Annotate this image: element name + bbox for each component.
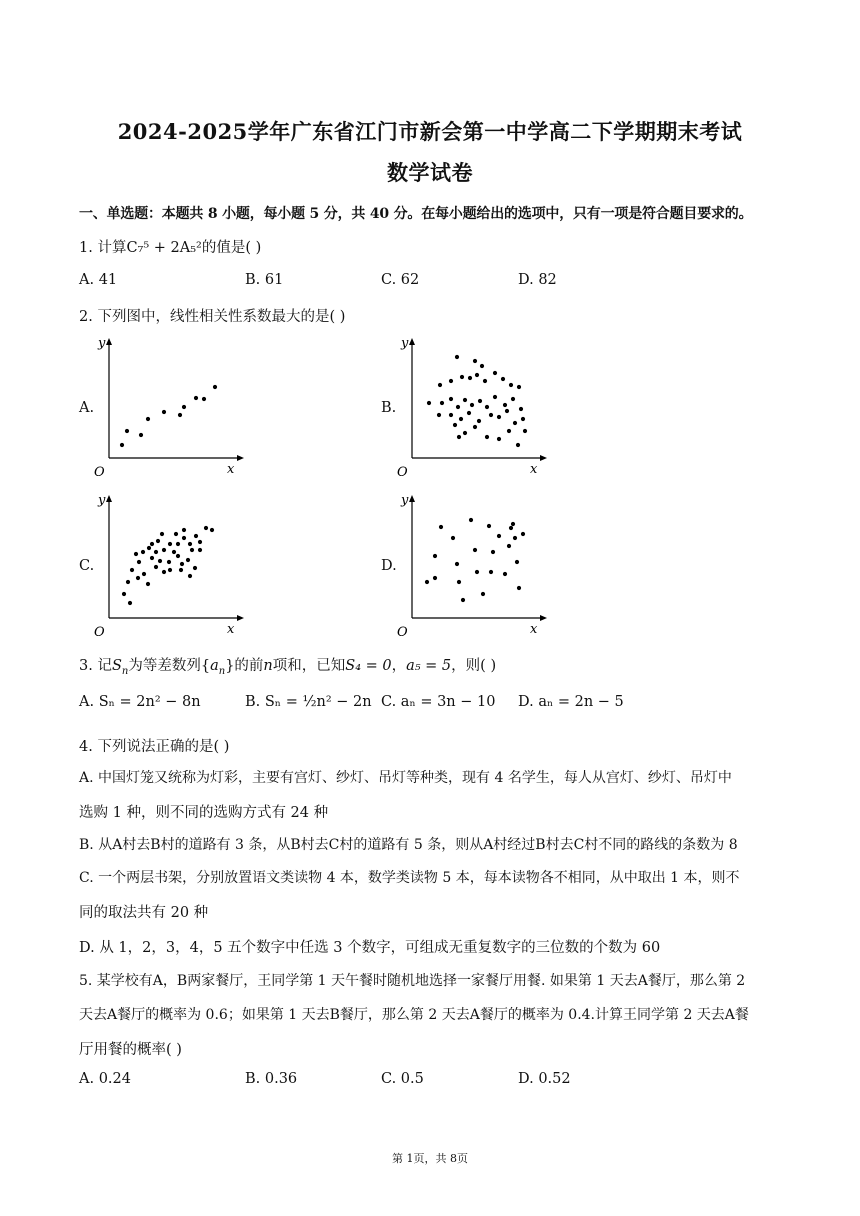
- scatter-point: [213, 385, 217, 389]
- scatter-point: [122, 592, 126, 596]
- scatter-point: [438, 383, 442, 387]
- question-4: 4. 下列说法正确的是( ): [79, 739, 230, 755]
- y-axis-arrow: [409, 338, 415, 345]
- scatter-point: [162, 570, 166, 574]
- scatter-point: [156, 539, 160, 543]
- scatter-point: [473, 359, 477, 363]
- scatter-point: [475, 373, 479, 377]
- scatter-point: [162, 548, 166, 552]
- scatter-point: [182, 536, 186, 540]
- scatter-point: [517, 586, 521, 590]
- scatter-point: [461, 598, 465, 602]
- scatter-point: [190, 548, 194, 552]
- scatter-point: [180, 562, 184, 566]
- scatter-point: [489, 413, 493, 417]
- origin-label: O: [94, 465, 105, 478]
- scatter-point: [188, 574, 192, 578]
- scatter-point: [497, 534, 501, 538]
- scatter-point: [174, 532, 178, 536]
- scatter-point: [168, 568, 172, 572]
- scatter-point: [449, 379, 453, 383]
- scatter-point: [188, 542, 192, 546]
- q3-condition-2: a₅ = 5: [406, 658, 452, 674]
- y-axis-label: y: [98, 493, 106, 508]
- q3-option-c: C. aₙ = 3n − 10: [381, 694, 496, 710]
- scatter-point: [475, 570, 479, 574]
- scatter-point: [511, 397, 515, 401]
- scatter-point: [487, 524, 491, 528]
- q3-option-b: B. Sₙ = ½n² − 2n: [245, 694, 372, 710]
- q3-sub-n: n: [218, 665, 226, 677]
- y-axis-label: y: [401, 493, 409, 508]
- scatter-point: [455, 562, 459, 566]
- y-axis-arrow: [106, 495, 112, 502]
- scatter-point: [440, 401, 444, 405]
- scatter-point: [182, 528, 186, 532]
- q1-option-b: B. 61: [245, 272, 284, 288]
- scatter-point: [137, 560, 141, 564]
- scatter-point: [194, 534, 198, 538]
- scatter-point: [493, 395, 497, 399]
- scatter-point: [178, 413, 182, 417]
- x-axis-label: x: [227, 622, 235, 637]
- q5-option-c: C. 0.5: [381, 1071, 424, 1087]
- scatter-point: [515, 560, 519, 564]
- scatter-point: [449, 413, 453, 417]
- scatter-point: [210, 528, 214, 532]
- scatter-point: [136, 576, 140, 580]
- q3-text: ，则( ): [451, 658, 497, 674]
- scatter-point: [139, 433, 143, 437]
- scatter-point: [521, 417, 525, 421]
- plot-a-label: A.: [79, 400, 95, 416]
- scatter-point: [202, 397, 206, 401]
- q1-prefix: 1. 计算: [79, 240, 127, 256]
- scatter-point: [523, 429, 527, 433]
- x-axis-label: x: [530, 462, 538, 477]
- scatter-point: [425, 580, 429, 584]
- scatter-point: [449, 397, 453, 401]
- scatter-point: [146, 417, 150, 421]
- q3-option-a: A. Sₙ = 2n² − 8n: [79, 694, 201, 710]
- x-axis-arrow: [540, 615, 547, 621]
- q1-option-d: D. 82: [518, 272, 557, 288]
- scatter-point: [179, 568, 183, 572]
- q3-var-a: a: [210, 658, 219, 674]
- question-1: [79, 236, 261, 257]
- scatter-point: [511, 522, 515, 526]
- q4-option-b: B. 从A村去B村的道路有 3 条，从B村去C村的道路有 5 条，则从A村经过B村去C村不同的路线的条数为 8: [79, 837, 738, 853]
- scatter-point: [473, 425, 477, 429]
- scatter-point: [125, 429, 129, 433]
- y-axis-arrow: [409, 495, 415, 502]
- scatter-point: [154, 565, 158, 569]
- scatter-point: [427, 401, 431, 405]
- scatter-point: [176, 554, 180, 558]
- scatter-point: [473, 548, 477, 552]
- scatter-plot-c: [92, 490, 252, 638]
- scatter-point: [497, 437, 501, 441]
- y-axis-label: y: [401, 336, 409, 351]
- q4-option-a-line2: 选购 1 种，则不同的选购方式有 24 种: [79, 805, 329, 821]
- scatter-point: [459, 417, 463, 421]
- scatter-point: [186, 558, 190, 562]
- plot-d-label: D.: [381, 558, 397, 574]
- scatter-point: [194, 396, 198, 400]
- scatter-point: [437, 413, 441, 417]
- origin-label: O: [397, 625, 408, 638]
- scatter-point: [505, 409, 509, 413]
- page-footer: 第 1页，共 8页: [392, 1152, 468, 1165]
- origin-label: O: [94, 625, 105, 638]
- scatter-point: [503, 572, 507, 576]
- scatter-point: [120, 443, 124, 447]
- scatter-point: [519, 407, 523, 411]
- scatter-point: [168, 542, 172, 546]
- scatter-point: [509, 526, 513, 530]
- scatter-point: [516, 443, 520, 447]
- q3-option-d: D. aₙ = 2n − 5: [518, 694, 624, 710]
- q3-var-s: S: [111, 658, 122, 674]
- scatter-point: [453, 423, 457, 427]
- scatter-point: [457, 435, 461, 439]
- x-axis-arrow: [237, 455, 244, 461]
- q5-option-d: D. 0.52: [518, 1071, 571, 1087]
- origin-label: O: [397, 465, 408, 478]
- scatter-point: [485, 435, 489, 439]
- scatter-point: [463, 431, 467, 435]
- scatter-point: [439, 525, 443, 529]
- q1-expression: C₇⁵ + 2A₅²: [126, 240, 202, 256]
- scatter-point: [485, 405, 489, 409]
- scatter-plot-a: [92, 333, 252, 478]
- scatter-point: [489, 570, 493, 574]
- scatter-point: [147, 546, 151, 550]
- scatter-point: [134, 552, 138, 556]
- scatter-point: [463, 398, 467, 402]
- scatter-point: [513, 421, 517, 425]
- scatter-point: [154, 550, 158, 554]
- question-3: [79, 654, 496, 677]
- scatter-point: [517, 385, 521, 389]
- scatter-point: [130, 568, 134, 572]
- x-axis-arrow: [540, 455, 547, 461]
- x-axis-label: x: [227, 462, 235, 477]
- q3-separator: ，: [391, 658, 407, 674]
- question-5-line3: 厅用餐的概率( ): [79, 1042, 182, 1058]
- scatter-point: [501, 377, 505, 381]
- q3-var-n: n: [263, 658, 273, 674]
- scatter-point: [176, 542, 180, 546]
- scatter-point: [158, 559, 162, 563]
- scatter-plot-b: [395, 333, 555, 478]
- scatter-point: [477, 419, 481, 423]
- q3-text: 为等差数列{: [128, 658, 211, 674]
- y-axis-arrow: [106, 338, 112, 345]
- scatter-point: [507, 429, 511, 433]
- q5-option-a: A. 0.24: [79, 1071, 131, 1087]
- scatter-point: [483, 379, 487, 383]
- scatter-point: [193, 566, 197, 570]
- exam-subtitle: 数学试卷: [387, 160, 473, 185]
- scatter-point: [162, 410, 166, 414]
- scatter-point: [468, 376, 472, 380]
- scatter-point: [128, 601, 132, 605]
- scatter-point: [126, 580, 130, 584]
- scatter-point: [433, 554, 437, 558]
- scatter-point: [467, 411, 471, 415]
- scatter-point: [478, 399, 482, 403]
- q5-option-b: B. 0.36: [245, 1071, 298, 1087]
- q3-sub-n: n: [121, 665, 129, 677]
- scatter-point: [503, 403, 507, 407]
- scatter-point: [141, 550, 145, 554]
- scatter-point: [521, 532, 525, 536]
- q1-option-a: A. 41: [79, 272, 118, 288]
- scatter-point: [469, 518, 473, 522]
- scatter-point: [433, 576, 437, 580]
- x-axis-arrow: [237, 615, 244, 621]
- scatter-point: [198, 540, 202, 544]
- scatter-point: [142, 572, 146, 576]
- scatter-point: [493, 371, 497, 375]
- question-2: 2. 下列图中，线性相关性系数最大的是( ): [79, 309, 346, 325]
- scatter-point: [146, 582, 150, 586]
- scatter-point: [172, 550, 176, 554]
- section-heading: 一、单选题：本题共 8 小题，每小题 5 分，共 40 分。在每小题给出的选项中，只有一项是符合题目要求的。: [79, 206, 753, 222]
- scatter-point: [507, 544, 511, 548]
- plot-b-label: B.: [381, 400, 397, 416]
- scatter-point: [457, 580, 461, 584]
- q3-text: 项和，已知: [272, 658, 346, 674]
- scatter-point: [204, 526, 208, 530]
- q1-option-c: C. 62: [381, 272, 420, 288]
- scatter-point: [497, 415, 501, 419]
- scatter-point: [167, 560, 171, 564]
- question-5-line1: 5. 某学校有A，B两家餐厅，王同学第 1 天午餐时随机地选择一家餐厅用餐. 如果第 1 天去A餐厅，那么第 2: [79, 973, 746, 989]
- q1-suffix: 的值是( ): [201, 240, 262, 256]
- scatter-point: [451, 536, 455, 540]
- q4-option-c-line2: 同的取法共有 20 种: [79, 905, 209, 921]
- scatter-point: [160, 532, 164, 536]
- scatter-point: [198, 548, 202, 552]
- q3-condition-1: S₄ = 0: [345, 658, 392, 674]
- scatter-point: [470, 403, 474, 407]
- q4-option-a-line1: A. 中国灯笼又统称为灯彩，主要有宫灯、纱灯、吊灯等种类，现有 4 名学生，每人从宫灯、纱灯、吊灯中: [79, 770, 732, 786]
- scatter-plot-d: [395, 490, 555, 638]
- scatter-point: [182, 405, 186, 409]
- scatter-point: [455, 355, 459, 359]
- x-axis-label: x: [530, 622, 538, 637]
- exam-title: 2024-2025学年广东省江门市新会第一中学高二下学期期末考试: [117, 119, 743, 144]
- y-axis-label: y: [98, 336, 106, 351]
- scatter-point: [481, 592, 485, 596]
- scatter-point: [509, 383, 513, 387]
- scatter-point: [460, 375, 464, 379]
- scatter-point: [456, 405, 460, 409]
- q4-option-c-line1: C. 一个两层书架，分别放置语文类读物 4 本，数学类读物 5 本，每本读物各不相同，从中取出 1 本，则不: [79, 870, 740, 886]
- scatter-point: [513, 536, 517, 540]
- question-5-line2: 天去A餐厅的概率为 0.6；如果第 1 天去B餐厅，那么第 2 天去A餐厅的概率为 0.4.计算王同学第 2 天去A餐: [79, 1007, 749, 1023]
- plot-c-label: C.: [79, 558, 95, 574]
- q3-text: }的前: [225, 658, 264, 674]
- scatter-point: [491, 550, 495, 554]
- scatter-point: [480, 364, 484, 368]
- q3-text: 3. 记: [79, 658, 112, 674]
- scatter-point: [150, 542, 154, 546]
- scatter-point: [150, 556, 154, 560]
- q4-option-d: D. 从 1，2，3，4，5 五个数字中任选 3 个数字，可组成无重复数字的三位数的个数为 60: [79, 940, 661, 956]
